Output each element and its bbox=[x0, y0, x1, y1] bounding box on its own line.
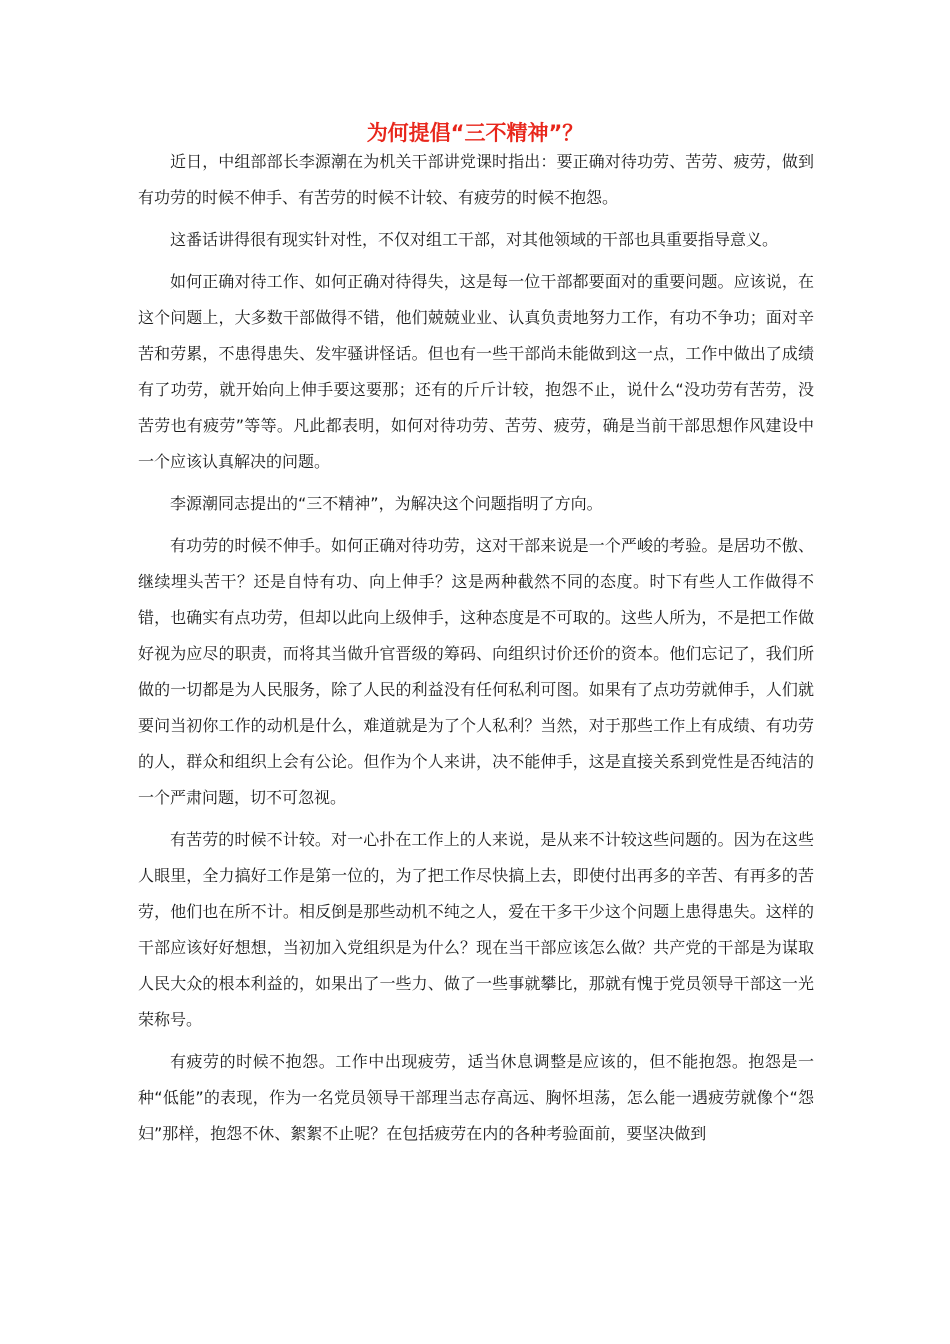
paragraph-4: 李源潮同志提出的“三不精神”，为解决这个问题指明了方向。 bbox=[170, 494, 603, 513]
paragraph-7: 有疲劳的时候不抱怨。工作中出现疲劳，适当休息调整是应该的，但不能抱怨。抱怨是一种“低能”的表现，作为一名党员领导干部理当志存高远、胸怀坦荡，怎么能一遇疲劳就像个“怨妇”那样，抱怨不休、絮絮不止呢？在包括疲劳在内的各种考验面前，要坚决做到 bbox=[138, 1052, 814, 1143]
document-title: 为何提倡“三不精神”？ bbox=[366, 121, 584, 145]
document-body bbox=[138, 144, 814, 1152]
paragraph-5: 有功劳的时候不伸手。如何正确对待功劳，这对干部来说是一个严峻的考验。是居功不傲、继续埋头苦干？还是自恃有功、向上伸手？这是两种截然不同的态度。时下有些人工作做得不错，也确实有点功劳，但却以此向上级伸手，这种态度是不可取的。这些人所为，不是把工作做好视为应尽的职责，而将其当做升官晋级的筹码、向组织讨价还价的资本。他们忘记了，我们所做的一切都是为人民服务，除了人民的利益没有任何私利可图。如果有了点功劳就伸手，人们就要问当初你工作的动机是什么，难道就是为了个人私利？当然，对于那些工作上有成绩、有功劳的人，群众和组织上会有公论。但作为个人来讲，决不能伸手，这是直接关系到党性是否纯洁的一个严肃问题，切不可忽视。 bbox=[138, 536, 814, 807]
paragraph-1: 近日，中组部部长李源潮在为机关干部讲党课时指出：要正确对待功劳、苦劳、疲劳，做到有功劳的时候不伸手、有苦劳的时候不计较、有疲劳的时候不抱怨。 bbox=[138, 152, 814, 207]
paragraph-6: 有苦劳的时候不计较。对一心扑在工作上的人来说，是从来不计较这些问题的。因为在这些人眼里，全力搞好工作是第一位的，为了把工作尽快搞上去，即使付出再多的辛苦、有再多的苦劳，他们也在所不计。相反倒是那些动机不纯之人，爱在干多干少这个问题上患得患失。这样的干部应该好好想想，当初加入党组织是为什么？现在当干部应该怎么做？共产党的干部是为谋取人民大众的根本利益的，如果出了一些力、做了一些事就攀比，那就有愧于党员领导干部这一光荣称号。 bbox=[138, 830, 814, 1029]
paragraph-3: 如何正确对待工作、如何正确对待得失，这是每一位干部都要面对的重要问题。应该说，在这个问题上，大多数干部做得不错，他们兢兢业业、认真负责地努力工作，有功不争功；面对辛苦和劳累，不患得患失、发牢骚讲怪话。但也有一些干部尚未能做到这一点，工作中做出了成绩有了功劳，就开始向上伸手要这要那；还有的斤斤计较，抱怨不止，说什么“没功劳有苦劳，没苦劳也有疲劳”等等。凡此都表明，如何对待功劳、苦劳、疲劳，确是当前干部思想作风建设中一个应该认真解决的问题。 bbox=[138, 272, 814, 471]
paragraph-2: 这番话讲得很有现实针对性，不仅对组工干部，对其他领域的干部也具重要指导意义。 bbox=[170, 230, 779, 249]
